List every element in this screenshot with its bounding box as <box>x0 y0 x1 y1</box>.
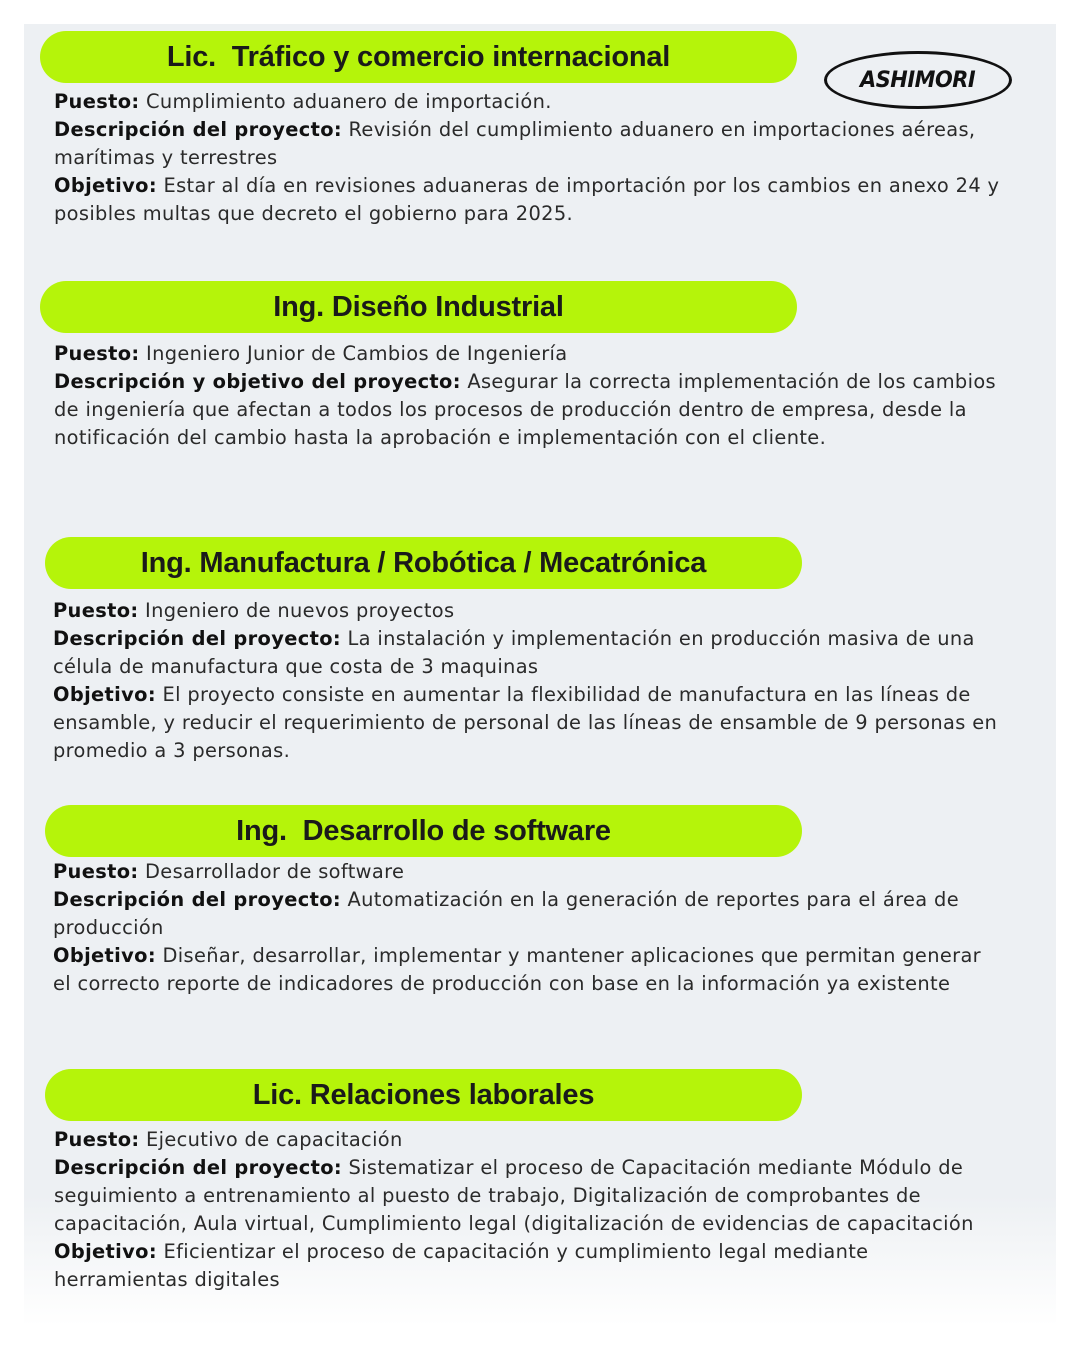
logo-text: ASHIMORI <box>860 67 976 93</box>
puesto-label: Puesto: <box>53 860 139 883</box>
section-title: Lic. Tráfico y comercio internacional <box>40 31 797 83</box>
objetivo-label: Objetivo: <box>54 174 157 197</box>
descripcion-value: Automatización en la generación de reportes para el área de producción <box>53 888 959 939</box>
descripcion-label: Descripción del proyecto: <box>53 888 341 911</box>
section-body <box>53 858 1003 998</box>
section-body <box>53 597 1003 765</box>
descripcion-line <box>54 1154 1004 1238</box>
puesto-value: Ingeniero Junior de Cambios de Ingeniería <box>139 342 568 365</box>
objetivo-label: Objetivo: <box>53 944 156 967</box>
descripcion-line <box>53 886 1003 942</box>
descripcion-line <box>53 625 1003 681</box>
descripcion-line <box>54 116 1004 172</box>
puesto-value: Ejecutivo de capacitación <box>139 1128 403 1151</box>
puesto-line <box>53 597 1003 625</box>
puesto-label: Puesto: <box>54 1128 140 1151</box>
section-body <box>54 1126 1004 1294</box>
objetivo-line <box>53 681 1003 765</box>
descripcion-line <box>54 368 1004 452</box>
section-title: Ing. Desarrollo de software <box>45 805 802 857</box>
objetivo-line <box>54 172 1004 228</box>
descripcion-value: Revisión del cumplimiento aduanero en importaciones aéreas, marítimas y terrestres <box>54 118 976 169</box>
section-body <box>54 88 1004 228</box>
puesto-label: Puesto: <box>53 599 139 622</box>
puesto-value: Desarrollador de software <box>138 860 405 883</box>
objetivo-value: Diseñar, desarrollar, implementar y mantener aplicaciones que permitan generar el correcto reporte de indicadores de producción con base en la información ya existente <box>53 944 981 995</box>
puesto-line <box>54 88 1004 116</box>
puesto-label: Puesto: <box>54 342 140 365</box>
descripcion-label: Descripción del proyecto: <box>53 627 341 650</box>
puesto-line <box>53 858 1003 886</box>
descripcion-label: Descripción y objetivo del proyecto: <box>54 370 461 393</box>
puesto-label: Puesto: <box>54 90 140 113</box>
puesto-value: Ingeniero de nuevos proyectos <box>138 599 455 622</box>
descripcion-label: Descripción del proyecto: <box>54 1156 342 1179</box>
objetivo-line <box>53 942 1003 998</box>
section-title: Ing. Diseño Industrial <box>40 281 797 333</box>
section-body <box>54 340 1004 452</box>
descripcion-value: Sistematizar el proceso de Capacitación mediante Módulo de seguimiento a entrenamiento al puesto de trabajo, Digitalización de comprobantes de capacitación, Aula virtual, Cumplimiento legal (digitalización de evidencias de capacitación <box>54 1156 974 1235</box>
objetivo-value: Estar al día en revisiones aduaneras de importación por los cambios en anexo 24 y posibles multas que decreto el gobierno para 2025. <box>54 174 1000 225</box>
puesto-line <box>54 1126 1004 1154</box>
descripcion-label: Descripción del proyecto: <box>54 118 342 141</box>
objetivo-label: Objetivo: <box>54 1240 157 1263</box>
objetivo-label: Objetivo: <box>53 683 156 706</box>
puesto-line <box>54 340 1004 368</box>
objetivo-value: Eficientizar el proceso de capacitación y cumplimiento legal mediante herramientas digitales <box>54 1240 869 1291</box>
puesto-value: Cumplimiento aduanero de importación. <box>139 90 552 113</box>
descripcion-value: La instalación y implementación en producción masiva de una célula de manufactura que costa de 3 maquinas <box>53 627 975 678</box>
objetivo-value: El proyecto consiste en aumentar la flexibilidad de manufactura en las líneas de ensamble, y reducir el requerimiento de personal de las líneas de ensamble de 9 personas en promedio a 3 personas. <box>53 683 998 762</box>
section-title: Ing. Manufactura / Robótica / Mecatrónica <box>45 537 802 589</box>
objetivo-line <box>54 1238 1004 1294</box>
section-title: Lic. Relaciones laborales <box>45 1069 802 1121</box>
descripcion-value: Asegurar la correcta implementación de los cambios de ingeniería que afectan a todos los procesos de producción dentro de empresa, desde la notificación del cambio hasta la aprobación e implementación con el cliente. <box>54 370 996 449</box>
